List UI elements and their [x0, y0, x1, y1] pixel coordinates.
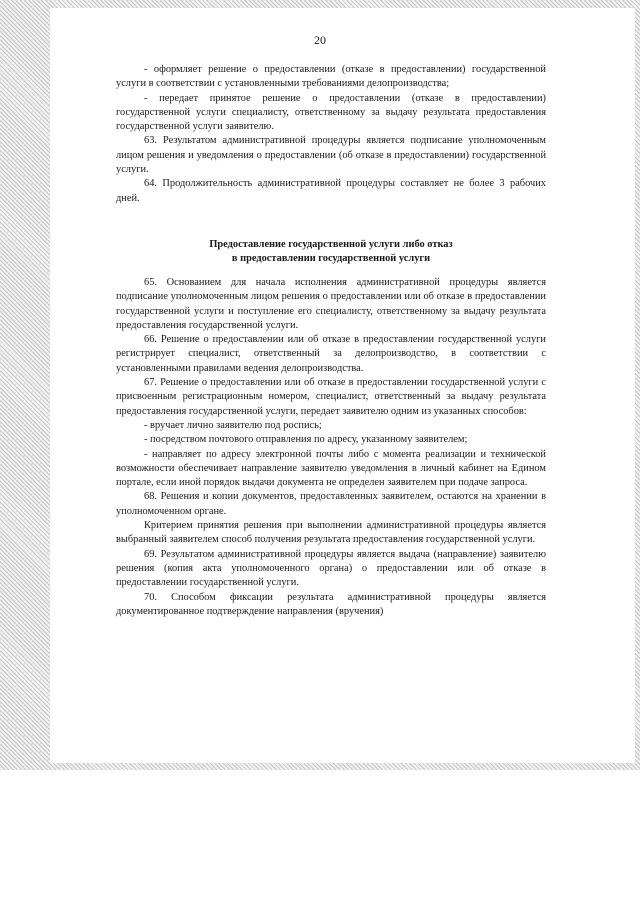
- section-heading-line: Предоставление государственной услуги либо отказ: [209, 239, 453, 250]
- paragraph: 64. Продолжительность административной процедуры составляет не более 3 рабочих дней.: [116, 178, 546, 204]
- paragraph: - оформляет решение о предоставлении (отказе в предоставлении) государственной услуги в соответствии с установленными требованиями делопроизводства;: [116, 64, 546, 90]
- paragraph: 65. Основанием для начала исполнения административной процедуры является подписание уполномоченным лицом решения о предоставлении или об отказе в предоставлении государственной услуги и поступление его специалисту, ответственному за выдачу результата предоставления государственной услуги.: [116, 277, 546, 331]
- list-item: - посредством почтового отправления по адресу, указанному заявителем;: [144, 434, 468, 446]
- paragraph: 67. Решение о предоставлении или об отказе в предоставлении государственной услуги с присвоенным регистрационным номером, специалист, ответственный за выдачу результата предоставления государственной услуги, передает заявителю одним из указанных способов:: [116, 377, 546, 417]
- list-item: - направляет по адресу электронной почты либо с момента реализации и технической возможности обеспечивает направление заявителю уведомления в личный кабинет на Едином портале, если иной порядок выдачи документа не определен заявителем при подаче запроса.: [116, 448, 546, 489]
- section-heading-line: в предоставлении государственной услуги: [231, 253, 431, 265]
- paragraph: 66. Решение о предоставлении или об отказе в предоставлении государственной услуги регистрирует специалист, ответственный за делопроизводство, в соответствии с установленными правилами ведения делопроизводства.: [116, 334, 546, 374]
- section-heading: [116, 238, 546, 267]
- paragraph: 68. Решения и копии документов, предоставленных заявителем, остаются на хранении в уполномоченном органе.: [116, 491, 546, 517]
- section-heading-block: [116, 238, 546, 267]
- paragraph: - передает принятое решение о предоставлении (отказе в предоставлении) государственной услуги специалисту, ответственному за выдачу результата предоставления государственной услуги заявителю.: [116, 92, 546, 133]
- paragraph: Критерием принятия решения при выполнении административной процедуры является выбранный заявителем способ получения результата предоставления государственной услуги.: [116, 520, 546, 546]
- paragraph: 70. Способом фиксации результата административной процедуры является документированное подтверждение направления (вручения): [116, 591, 546, 617]
- text-block-bottom: [116, 276, 546, 619]
- text-block-top: [116, 63, 546, 206]
- paragraph: 63. Результатом административной процедуры является подписание уполномоченным лицом решения и уведомления о предоставлении (об отказе в предоставлении) государственной услуги.: [116, 135, 546, 176]
- paragraph: 69. Результатом административной процедуры является выдача (направление) заявителю решения (копия акта уполномоченного органа) о предоставлении или об отказе в предоставлении государственной услуги.: [116, 548, 546, 589]
- list-item: - вручает лично заявителю под роспись;: [144, 419, 322, 431]
- page-number: 20: [314, 33, 326, 47]
